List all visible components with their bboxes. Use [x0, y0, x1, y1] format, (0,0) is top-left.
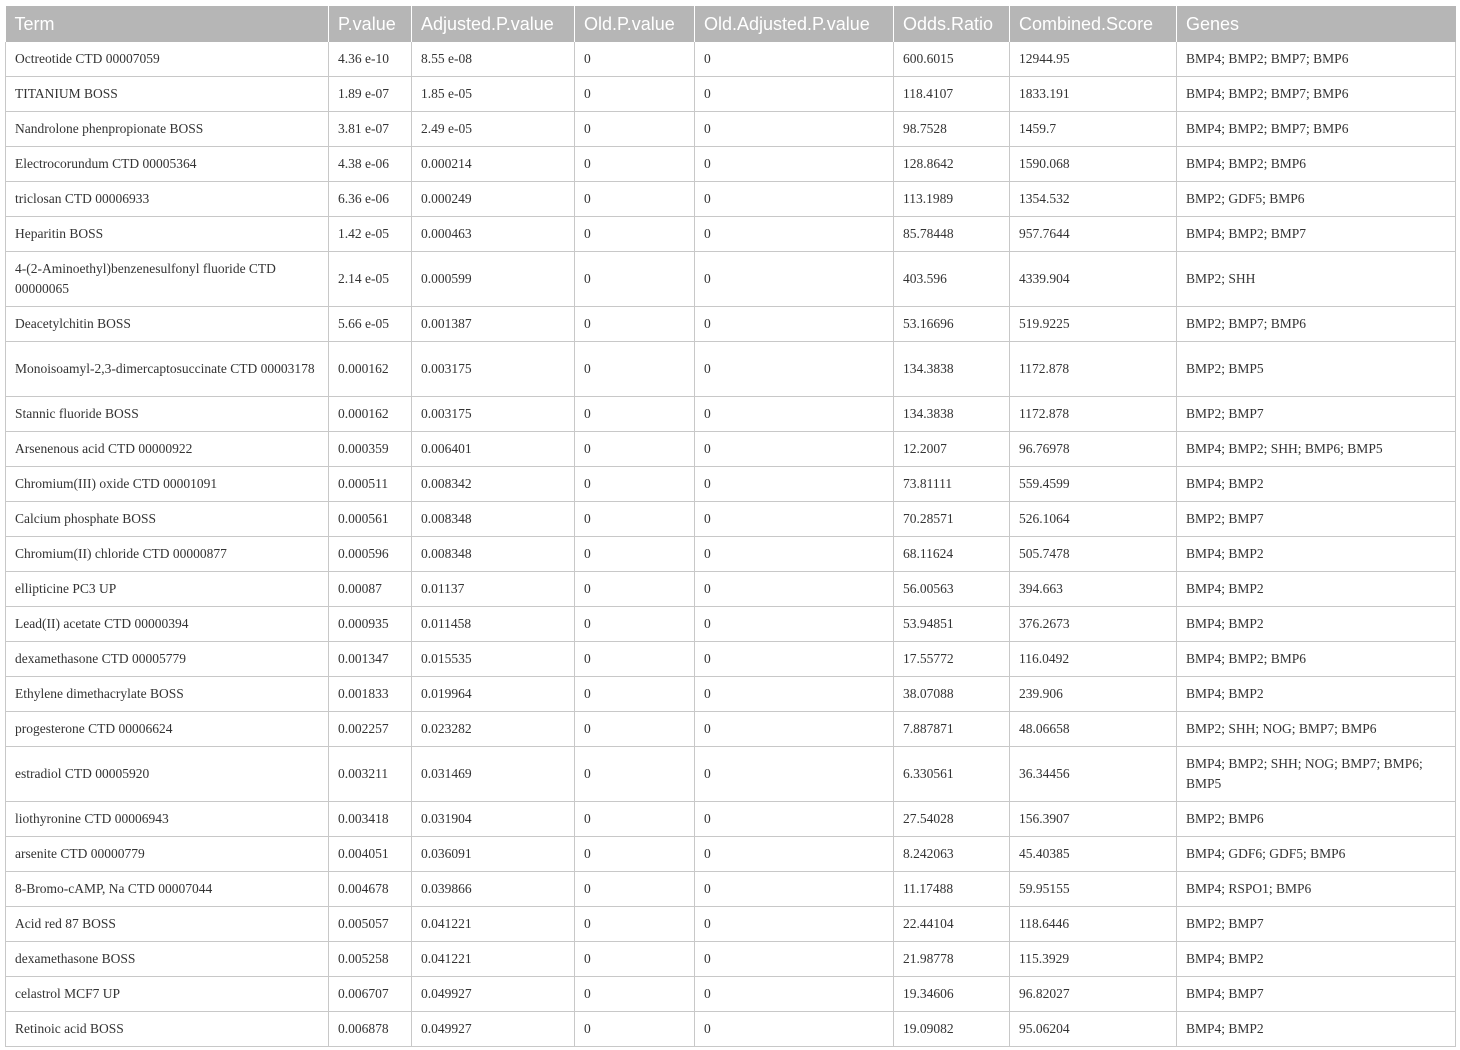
cell-adjusted-p-value: 8.55 e-08 — [412, 42, 575, 77]
cell-p-value: 4.38 e-06 — [329, 147, 412, 182]
header-genes: Genes — [1177, 6, 1456, 42]
cell-p-value: 0.000359 — [329, 432, 412, 467]
cell-term: liothyronine CTD 00006943 — [6, 802, 329, 837]
cell-odds-ratio: 600.6015 — [894, 42, 1010, 77]
cell-odds-ratio: 85.78448 — [894, 217, 1010, 252]
cell-combined-score: 559.4599 — [1010, 467, 1177, 502]
cell-genes: BMP2; SHH — [1177, 252, 1456, 307]
cell-adjusted-p-value: 0.049927 — [412, 1012, 575, 1047]
table-row — [6, 677, 1456, 712]
table-row — [6, 942, 1456, 977]
cell-adjusted-p-value: 0.008348 — [412, 537, 575, 572]
cell-adjusted-p-value: 0.000599 — [412, 252, 575, 307]
cell-old-p-value: 0 — [575, 502, 695, 537]
cell-combined-score: 239.906 — [1010, 677, 1177, 712]
table-row — [6, 252, 1456, 307]
header-p-value: P.value — [329, 6, 412, 42]
cell-adjusted-p-value: 0.01137 — [412, 572, 575, 607]
cell-genes: BMP4; BMP2; SHH; NOG; BMP7; BMP6; BMP5 — [1177, 747, 1456, 802]
cell-old-adjusted-p-value: 0 — [695, 977, 894, 1012]
cell-odds-ratio: 118.4107 — [894, 77, 1010, 112]
cell-old-adjusted-p-value: 0 — [695, 307, 894, 342]
cell-combined-score: 1459.7 — [1010, 112, 1177, 147]
cell-genes: BMP2; BMP5 — [1177, 342, 1456, 397]
cell-genes: BMP4; BMP2 — [1177, 607, 1456, 642]
header-row — [6, 6, 1456, 42]
cell-odds-ratio: 7.887871 — [894, 712, 1010, 747]
cell-old-adjusted-p-value: 0 — [695, 217, 894, 252]
header-term: Term — [6, 6, 329, 42]
cell-term: estradiol CTD 00005920 — [6, 747, 329, 802]
cell-adjusted-p-value: 0.039866 — [412, 872, 575, 907]
table-row — [6, 467, 1456, 502]
cell-p-value: 0.001347 — [329, 642, 412, 677]
cell-genes: BMP2; BMP6 — [1177, 802, 1456, 837]
cell-odds-ratio: 134.3838 — [894, 397, 1010, 432]
cell-adjusted-p-value: 0.006401 — [412, 432, 575, 467]
table-row — [6, 432, 1456, 467]
cell-combined-score: 116.0492 — [1010, 642, 1177, 677]
table-row — [6, 217, 1456, 252]
cell-term: Electrocorundum CTD 00005364 — [6, 147, 329, 182]
table-row — [6, 712, 1456, 747]
cell-old-adjusted-p-value: 0 — [695, 747, 894, 802]
cell-term: Calcium phosphate BOSS — [6, 502, 329, 537]
cell-adjusted-p-value: 0.000463 — [412, 217, 575, 252]
cell-term: Lead(II) acetate CTD 00000394 — [6, 607, 329, 642]
cell-p-value: 0.005258 — [329, 942, 412, 977]
cell-odds-ratio: 38.07088 — [894, 677, 1010, 712]
table-row — [6, 977, 1456, 1012]
cell-p-value: 2.14 e-05 — [329, 252, 412, 307]
cell-genes: BMP4; BMP2 — [1177, 1012, 1456, 1047]
cell-odds-ratio: 53.94851 — [894, 607, 1010, 642]
cell-genes: BMP4; GDF6; GDF5; BMP6 — [1177, 837, 1456, 872]
table-row — [6, 147, 1456, 182]
cell-adjusted-p-value: 0.011458 — [412, 607, 575, 642]
cell-term: Acid red 87 BOSS — [6, 907, 329, 942]
cell-combined-score: 519.9225 — [1010, 307, 1177, 342]
cell-p-value: 0.002257 — [329, 712, 412, 747]
cell-genes: BMP4; BMP2; BMP7; BMP6 — [1177, 77, 1456, 112]
cell-genes: BMP4; BMP2 — [1177, 467, 1456, 502]
cell-adjusted-p-value: 1.85 e-05 — [412, 77, 575, 112]
cell-old-adjusted-p-value: 0 — [695, 607, 894, 642]
cell-genes: BMP2; BMP7 — [1177, 397, 1456, 432]
header-odds-ratio: Odds.Ratio — [894, 6, 1010, 42]
cell-p-value: 0.000935 — [329, 607, 412, 642]
cell-p-value: 4.36 e-10 — [329, 42, 412, 77]
cell-old-p-value: 0 — [575, 182, 695, 217]
table-row — [6, 77, 1456, 112]
cell-adjusted-p-value: 0.049927 — [412, 977, 575, 1012]
cell-old-adjusted-p-value: 0 — [695, 872, 894, 907]
cell-odds-ratio: 70.28571 — [894, 502, 1010, 537]
cell-adjusted-p-value: 0.000214 — [412, 147, 575, 182]
table-row — [6, 342, 1456, 397]
cell-combined-score: 1172.878 — [1010, 397, 1177, 432]
cell-genes: BMP2; SHH; NOG; BMP7; BMP6 — [1177, 712, 1456, 747]
cell-adjusted-p-value: 0.031904 — [412, 802, 575, 837]
cell-genes: BMP2; BMP7 — [1177, 907, 1456, 942]
cell-adjusted-p-value: 0.019964 — [412, 677, 575, 712]
cell-odds-ratio: 73.81111 — [894, 467, 1010, 502]
cell-p-value: 0.000511 — [329, 467, 412, 502]
cell-old-adjusted-p-value: 0 — [695, 537, 894, 572]
cell-old-adjusted-p-value: 0 — [695, 572, 894, 607]
cell-old-p-value: 0 — [575, 77, 695, 112]
table-row — [6, 307, 1456, 342]
cell-odds-ratio: 19.34606 — [894, 977, 1010, 1012]
cell-old-p-value: 0 — [575, 307, 695, 342]
cell-old-p-value: 0 — [575, 432, 695, 467]
cell-adjusted-p-value: 0.041221 — [412, 907, 575, 942]
cell-adjusted-p-value: 0.003175 — [412, 342, 575, 397]
cell-old-p-value: 0 — [575, 147, 695, 182]
cell-p-value: 0.004678 — [329, 872, 412, 907]
cell-odds-ratio: 27.54028 — [894, 802, 1010, 837]
enrichment-table — [5, 6, 1456, 1047]
cell-adjusted-p-value: 2.49 e-05 — [412, 112, 575, 147]
cell-p-value: 1.42 e-05 — [329, 217, 412, 252]
cell-old-p-value: 0 — [575, 977, 695, 1012]
cell-term: Arsenenous acid CTD 00000922 — [6, 432, 329, 467]
header-combined-score: Combined.Score — [1010, 6, 1177, 42]
cell-old-p-value: 0 — [575, 572, 695, 607]
cell-p-value: 0.006707 — [329, 977, 412, 1012]
cell-genes: BMP4; BMP2 — [1177, 942, 1456, 977]
cell-combined-score: 526.1064 — [1010, 502, 1177, 537]
table-row — [6, 42, 1456, 77]
cell-adjusted-p-value: 0.000249 — [412, 182, 575, 217]
table-row — [6, 837, 1456, 872]
cell-old-adjusted-p-value: 0 — [695, 182, 894, 217]
cell-term: arsenite CTD 00000779 — [6, 837, 329, 872]
cell-p-value: 0.005057 — [329, 907, 412, 942]
cell-term: Nandrolone phenpropionate BOSS — [6, 112, 329, 147]
cell-old-p-value: 0 — [575, 837, 695, 872]
cell-combined-score: 1590.068 — [1010, 147, 1177, 182]
cell-term: dexamethasone BOSS — [6, 942, 329, 977]
cell-old-p-value: 0 — [575, 467, 695, 502]
cell-adjusted-p-value: 0.036091 — [412, 837, 575, 872]
cell-odds-ratio: 113.1989 — [894, 182, 1010, 217]
cell-p-value: 0.000596 — [329, 537, 412, 572]
cell-old-p-value: 0 — [575, 712, 695, 747]
cell-term: Monoisoamyl-2,3-dimercaptosuccinate CTD 00003178 — [6, 342, 329, 397]
table-row — [6, 537, 1456, 572]
cell-adjusted-p-value: 0.008342 — [412, 467, 575, 502]
cell-combined-score: 59.95155 — [1010, 872, 1177, 907]
cell-old-p-value: 0 — [575, 802, 695, 837]
cell-old-p-value: 0 — [575, 42, 695, 77]
cell-combined-score: 1172.878 — [1010, 342, 1177, 397]
cell-genes: BMP2; BMP7 — [1177, 502, 1456, 537]
table-row — [6, 907, 1456, 942]
cell-odds-ratio: 11.17488 — [894, 872, 1010, 907]
cell-old-p-value: 0 — [575, 747, 695, 802]
cell-old-p-value: 0 — [575, 537, 695, 572]
header-old-p-value: Old.P.value — [575, 6, 695, 42]
cell-old-p-value: 0 — [575, 342, 695, 397]
cell-combined-score: 12944.95 — [1010, 42, 1177, 77]
cell-combined-score: 376.2673 — [1010, 607, 1177, 642]
cell-term: Heparitin BOSS — [6, 217, 329, 252]
table-header — [6, 6, 1456, 42]
cell-term: TITANIUM BOSS — [6, 77, 329, 112]
cell-old-p-value: 0 — [575, 217, 695, 252]
cell-old-adjusted-p-value: 0 — [695, 77, 894, 112]
cell-p-value: 0.003418 — [329, 802, 412, 837]
cell-term: celastrol MCF7 UP — [6, 977, 329, 1012]
cell-odds-ratio: 53.16696 — [894, 307, 1010, 342]
cell-p-value: 0.006878 — [329, 1012, 412, 1047]
cell-combined-score: 1833.191 — [1010, 77, 1177, 112]
cell-old-adjusted-p-value: 0 — [695, 642, 894, 677]
cell-term: Stannic fluoride BOSS — [6, 397, 329, 432]
cell-p-value: 0.003211 — [329, 747, 412, 802]
cell-old-adjusted-p-value: 0 — [695, 907, 894, 942]
cell-adjusted-p-value: 0.008348 — [412, 502, 575, 537]
cell-odds-ratio: 98.7528 — [894, 112, 1010, 147]
cell-p-value: 6.36 e-06 — [329, 182, 412, 217]
cell-genes: BMP4; BMP2; BMP7; BMP6 — [1177, 42, 1456, 77]
cell-old-p-value: 0 — [575, 642, 695, 677]
cell-old-adjusted-p-value: 0 — [695, 342, 894, 397]
table-row — [6, 572, 1456, 607]
cell-old-p-value: 0 — [575, 907, 695, 942]
cell-combined-score: 156.3907 — [1010, 802, 1177, 837]
cell-term: 4-(2-Aminoethyl)benzenesulfonyl fluoride CTD 00000065 — [6, 252, 329, 307]
cell-genes: BMP4; BMP2 — [1177, 677, 1456, 712]
table-row — [6, 642, 1456, 677]
cell-genes: BMP4; BMP2; BMP6 — [1177, 147, 1456, 182]
cell-old-adjusted-p-value: 0 — [695, 837, 894, 872]
cell-genes: BMP4; BMP2 — [1177, 572, 1456, 607]
cell-combined-score: 45.40385 — [1010, 837, 1177, 872]
header-old-adjusted-p-value: Old.Adjusted.P.value — [695, 6, 894, 42]
cell-old-p-value: 0 — [575, 112, 695, 147]
cell-genes: BMP4; BMP2 — [1177, 537, 1456, 572]
cell-combined-score: 36.34456 — [1010, 747, 1177, 802]
cell-old-p-value: 0 — [575, 942, 695, 977]
enrichment-table-container — [5, 6, 1455, 1047]
cell-old-p-value: 0 — [575, 252, 695, 307]
table-row — [6, 872, 1456, 907]
cell-p-value: 3.81 e-07 — [329, 112, 412, 147]
cell-combined-score: 394.663 — [1010, 572, 1177, 607]
cell-combined-score: 48.06658 — [1010, 712, 1177, 747]
cell-odds-ratio: 403.596 — [894, 252, 1010, 307]
cell-combined-score: 96.76978 — [1010, 432, 1177, 467]
cell-genes: BMP2; GDF5; BMP6 — [1177, 182, 1456, 217]
cell-term: Deacetylchitin BOSS — [6, 307, 329, 342]
cell-old-adjusted-p-value: 0 — [695, 432, 894, 467]
cell-p-value: 0.000162 — [329, 342, 412, 397]
cell-genes: BMP2; BMP7; BMP6 — [1177, 307, 1456, 342]
cell-combined-score: 4339.904 — [1010, 252, 1177, 307]
cell-combined-score: 957.7644 — [1010, 217, 1177, 252]
cell-genes: BMP4; RSPO1; BMP6 — [1177, 872, 1456, 907]
cell-p-value: 1.89 e-07 — [329, 77, 412, 112]
cell-term: 8-Bromo-cAMP, Na CTD 00007044 — [6, 872, 329, 907]
table-row — [6, 112, 1456, 147]
cell-old-p-value: 0 — [575, 1012, 695, 1047]
table-body — [6, 42, 1456, 1047]
cell-term: dexamethasone CTD 00005779 — [6, 642, 329, 677]
cell-odds-ratio: 17.55772 — [894, 642, 1010, 677]
cell-genes: BMP4; BMP2; SHH; BMP6; BMP5 — [1177, 432, 1456, 467]
table-row — [6, 1012, 1456, 1047]
cell-adjusted-p-value: 0.003175 — [412, 397, 575, 432]
cell-old-adjusted-p-value: 0 — [695, 147, 894, 182]
cell-term: progesterone CTD 00006624 — [6, 712, 329, 747]
cell-old-adjusted-p-value: 0 — [695, 42, 894, 77]
cell-adjusted-p-value: 0.015535 — [412, 642, 575, 677]
cell-adjusted-p-value: 0.023282 — [412, 712, 575, 747]
cell-old-p-value: 0 — [575, 872, 695, 907]
cell-old-adjusted-p-value: 0 — [695, 252, 894, 307]
cell-old-adjusted-p-value: 0 — [695, 502, 894, 537]
table-row — [6, 397, 1456, 432]
cell-old-adjusted-p-value: 0 — [695, 677, 894, 712]
cell-combined-score: 95.06204 — [1010, 1012, 1177, 1047]
cell-p-value: 0.000561 — [329, 502, 412, 537]
cell-term: Octreotide CTD 00007059 — [6, 42, 329, 77]
cell-odds-ratio: 21.98778 — [894, 942, 1010, 977]
cell-genes: BMP4; BMP2; BMP7 — [1177, 217, 1456, 252]
cell-genes: BMP4; BMP2; BMP6 — [1177, 642, 1456, 677]
table-row — [6, 502, 1456, 537]
cell-old-p-value: 0 — [575, 677, 695, 712]
cell-combined-score: 505.7478 — [1010, 537, 1177, 572]
cell-adjusted-p-value: 0.041221 — [412, 942, 575, 977]
cell-old-adjusted-p-value: 0 — [695, 467, 894, 502]
cell-term: Ethylene dimethacrylate BOSS — [6, 677, 329, 712]
cell-odds-ratio: 19.09082 — [894, 1012, 1010, 1047]
cell-combined-score: 96.82027 — [1010, 977, 1177, 1012]
cell-old-p-value: 0 — [575, 397, 695, 432]
cell-odds-ratio: 68.11624 — [894, 537, 1010, 572]
header-adjusted-p-value: Adjusted.P.value — [412, 6, 575, 42]
table-row — [6, 802, 1456, 837]
cell-genes: BMP4; BMP2; BMP7; BMP6 — [1177, 112, 1456, 147]
cell-odds-ratio: 134.3838 — [894, 342, 1010, 397]
cell-old-p-value: 0 — [575, 607, 695, 642]
cell-odds-ratio: 6.330561 — [894, 747, 1010, 802]
cell-term: Chromium(II) chloride CTD 00000877 — [6, 537, 329, 572]
cell-combined-score: 115.3929 — [1010, 942, 1177, 977]
cell-old-adjusted-p-value: 0 — [695, 112, 894, 147]
cell-old-adjusted-p-value: 0 — [695, 712, 894, 747]
cell-term: triclosan CTD 00006933 — [6, 182, 329, 217]
table-row — [6, 607, 1456, 642]
cell-old-adjusted-p-value: 0 — [695, 1012, 894, 1047]
table-row — [6, 182, 1456, 217]
cell-p-value: 5.66 e-05 — [329, 307, 412, 342]
cell-odds-ratio: 12.2007 — [894, 432, 1010, 467]
table-row — [6, 747, 1456, 802]
cell-old-adjusted-p-value: 0 — [695, 397, 894, 432]
cell-p-value: 0.001833 — [329, 677, 412, 712]
cell-adjusted-p-value: 0.001387 — [412, 307, 575, 342]
cell-p-value: 0.004051 — [329, 837, 412, 872]
cell-old-adjusted-p-value: 0 — [695, 802, 894, 837]
cell-term: Chromium(III) oxide CTD 00001091 — [6, 467, 329, 502]
cell-p-value: 0.00087 — [329, 572, 412, 607]
cell-genes: BMP4; BMP7 — [1177, 977, 1456, 1012]
cell-p-value: 0.000162 — [329, 397, 412, 432]
cell-odds-ratio: 56.00563 — [894, 572, 1010, 607]
cell-old-adjusted-p-value: 0 — [695, 942, 894, 977]
cell-odds-ratio: 22.44104 — [894, 907, 1010, 942]
cell-combined-score: 118.6446 — [1010, 907, 1177, 942]
cell-odds-ratio: 8.242063 — [894, 837, 1010, 872]
cell-odds-ratio: 128.8642 — [894, 147, 1010, 182]
cell-term: ellipticine PC3 UP — [6, 572, 329, 607]
cell-term: Retinoic acid BOSS — [6, 1012, 329, 1047]
cell-combined-score: 1354.532 — [1010, 182, 1177, 217]
cell-adjusted-p-value: 0.031469 — [412, 747, 575, 802]
